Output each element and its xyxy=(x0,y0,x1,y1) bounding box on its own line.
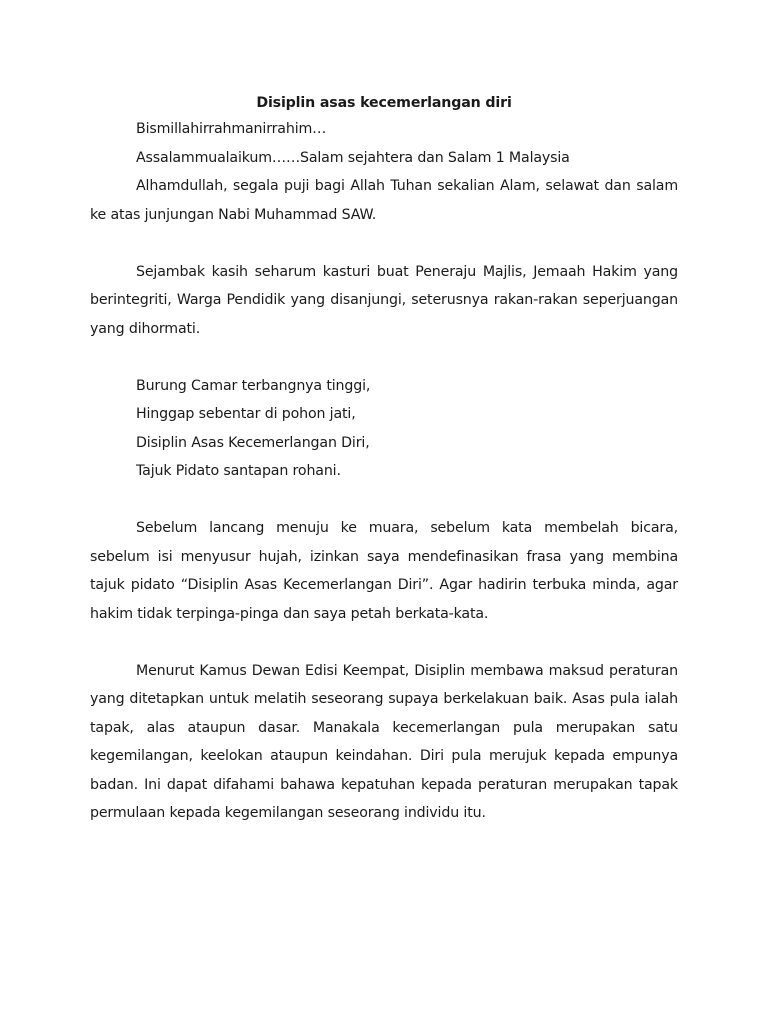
spacer xyxy=(90,628,678,657)
greeting-bismillah: Bismillahirrahmanirrahim… xyxy=(136,121,327,137)
spacer xyxy=(90,229,678,258)
greeting-salam: Assalammualaikum……Salam sejahtera dan Salam 1 Malaysia xyxy=(136,149,570,166)
document-page xyxy=(90,92,678,828)
paragraph-sejambak-kasih: Sejambak kasih seharum kasturi buat Peneraju Majlis, Jemaah Hakim yang berintegriti, Warga Pendidik yang disanjungi, seterusnya rakan-rakan seperjuangan yang dihormati. xyxy=(90,263,678,337)
paragraph-sebelum-lancang: Sebelum lancang menuju ke muara, sebelum kata membelah bicara, sebelum isi menyusur hujah, izinkan saya mendefinasikan frasa yang membina tajuk pidato “Disiplin Asas Kecemerlangan Diri”. Agar hadirin terbuka minda, agar hakim tidak terpinga-pinga dan saya petah berkata-kata. xyxy=(90,520,678,622)
pantun-block xyxy=(90,372,678,486)
pantun-line: Tajuk Pidato santapan rohani. xyxy=(136,463,341,479)
spacer xyxy=(90,343,678,372)
pantun-line: Burung Camar terbangnya tinggi, xyxy=(136,377,371,394)
pantun-line: Disiplin Asas Kecemerlangan Diri, xyxy=(136,434,370,451)
paragraph-menurut-kamus: Menurut Kamus Dewan Edisi Keempat, Disiplin membawa maksud peraturan yang ditetapkan untuk melatih seseorang supaya berkelakuan baik. Asas pula ialah tapak, alas ataupun dasar. Manakala kecemerlangan pula merupakan satu kegemilangan, keelokan ataupun keindahan. Diri pula merujuk kepada empunya badan. Ini dapat difahami bahawa kepatuhan kepada peraturan merupakan tapak permulaan kepada kegemilangan seseorang individu itu. xyxy=(90,662,678,821)
spacer xyxy=(90,486,678,515)
pantun-line: Hinggap sebentar di pohon jati, xyxy=(136,406,356,422)
paragraph-alhamdulillah: Alhamdullah, segala puji bagi Allah Tuhan sekalian Alam, selawat dan salam ke atas junjungan Nabi Muhammad SAW. xyxy=(90,178,678,223)
document-title: Disiplin asas kecemerlangan diri xyxy=(256,95,512,111)
